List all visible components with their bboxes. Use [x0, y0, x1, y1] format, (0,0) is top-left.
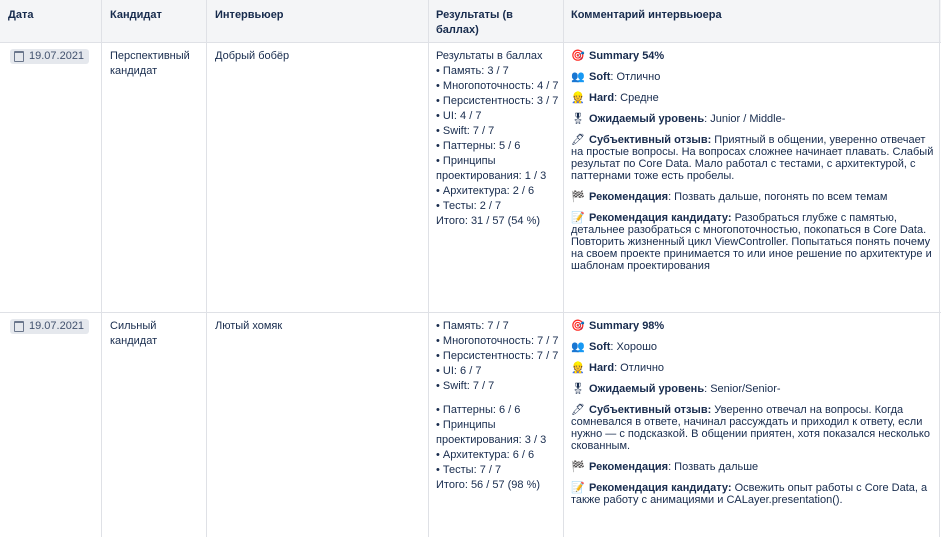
comment-title: Hard — [589, 92, 615, 104]
score-item: • Персистентность: 7 / 7 — [436, 349, 560, 364]
comment-item — [571, 361, 936, 374]
comment-title: Soft — [589, 341, 611, 353]
comment-item — [571, 319, 936, 332]
worker-icon: 👷 — [571, 92, 585, 104]
comment-item — [571, 49, 936, 62]
comment-text: Приятный в общении, уверенно отвечает на простые вопросы. На вопросах сложнее начинает плавать. Слабый результат по Core Data. Мало работал с тестами, с архитектурой, с паттернами тоже есть пробелы. — [571, 134, 934, 182]
score-item: • Тесты: 2 / 7 — [436, 199, 560, 214]
comment-title: Субъективный отзыв: — [589, 404, 712, 416]
score-item: • Принципы проектирования: 3 / 3 — [436, 418, 560, 448]
score-item: • Персистентность: 3 / 7 — [436, 94, 560, 109]
comment-title: Рекомендация — [589, 191, 669, 203]
results-cell — [436, 319, 560, 493]
comment-title: Summary 98% — [589, 320, 665, 332]
score-item: • Принципы проектирования: 1 / 3 — [436, 154, 560, 184]
comment-item — [571, 382, 936, 395]
score-list — [436, 403, 560, 478]
score-item: • UI: 6 / 7 — [436, 364, 560, 379]
header-date: Дата — [8, 9, 34, 21]
comment-item — [571, 91, 936, 104]
target-icon: 🎯 — [571, 320, 585, 332]
score-item: • Паттерны: 6 / 6 — [436, 403, 560, 418]
comment-title: Ожидаемый уровень — [589, 383, 705, 395]
pen-icon: 🖊 — [571, 404, 585, 416]
score-item: • Многопоточность: 7 / 7 — [436, 334, 560, 349]
comment-text: : Senior/Senior- — [704, 383, 781, 395]
memo-icon: 📝 — [571, 212, 585, 224]
results-total: Итого: 56 / 57 (98 %) — [436, 479, 541, 491]
flag-icon: 🏁 — [571, 191, 585, 203]
comment-text: : Отлично — [610, 71, 661, 83]
score-item: • Память: 3 / 7 — [436, 64, 560, 79]
comment-title: Рекомендация — [589, 461, 669, 473]
header-interviewer: Интервьюер — [215, 9, 284, 21]
comment-item — [571, 133, 936, 182]
score-item: • Память: 7 / 7 — [436, 319, 560, 334]
comment-text: : Junior / Middle- — [704, 113, 786, 125]
score-item: • Архитектура: 6 / 6 — [436, 448, 560, 463]
results-cell — [436, 49, 560, 229]
comment-title: Ожидаемый уровень — [589, 113, 705, 125]
pen-icon: 🖊 — [571, 134, 585, 146]
comment-item — [571, 340, 936, 353]
interviewer-name: Добрый бобёр — [215, 50, 290, 62]
comment-item — [571, 460, 936, 473]
score-item: • Swift: 7 / 7 — [436, 124, 560, 139]
score-item: • Swift: 7 / 7 — [436, 379, 560, 394]
medal-icon: 🎖 — [571, 113, 585, 125]
interviewer-comment — [571, 319, 936, 514]
results-total: Итого: 31 / 57 (54 %) — [436, 215, 541, 227]
header-comment: Комментарий интервьюера — [571, 9, 722, 21]
score-list — [436, 319, 560, 394]
target-icon: 🎯 — [571, 50, 585, 62]
calendar-icon — [14, 321, 24, 332]
comment-text: : Отлично — [614, 362, 665, 374]
score-item: • Паттерны: 5 / 6 — [436, 139, 560, 154]
comment-title: Hard — [589, 362, 615, 374]
flag-icon: 🏁 — [571, 461, 585, 473]
comment-item — [571, 190, 936, 203]
header-candidate: Кандидат — [110, 9, 162, 21]
comment-title: Субъективный отзыв: — [589, 134, 712, 146]
comment-text: : Средне — [614, 92, 659, 104]
candidate-name: Сильный кандидат — [110, 320, 158, 347]
score-item: • UI: 4 / 7 — [436, 109, 560, 124]
comment-text: : Позвать дальше, погонять по всем темам — [668, 191, 888, 203]
comment-text: : Позвать дальше — [668, 461, 759, 473]
comment-item — [571, 112, 936, 125]
comment-title: Summary 54% — [589, 50, 665, 62]
candidate-name: Перспективный кандидат — [110, 50, 190, 77]
calendar-icon — [14, 51, 24, 62]
date-badge[interactable] — [10, 319, 89, 334]
comment-title: Рекомендация кандидату: — [589, 482, 732, 494]
comment-item — [571, 211, 936, 272]
header-results: Результаты (в баллах) — [436, 9, 513, 36]
people-icon: 👥 — [571, 71, 585, 83]
comment-title: Soft — [589, 71, 611, 83]
comment-item — [571, 70, 936, 83]
score-item: • Тесты: 7 / 7 — [436, 463, 560, 478]
date-badge[interactable] — [10, 49, 89, 64]
date-text: 19.07.2021 — [29, 320, 85, 332]
comment-text: Уверенно отвечал на вопросы. Когда сомневался в ответе, начинал рассуждать и приходил к ответу, если нужно — с подсказкой. В общении приятен, хотя показался несколько скованным. — [571, 404, 930, 452]
comment-item — [571, 481, 936, 506]
date-text: 19.07.2021 — [29, 50, 85, 62]
results-header: Результаты в баллах — [436, 50, 543, 62]
interviewer-name: Лютый хомяк — [215, 320, 283, 332]
comment-text: Освежить опыт работы с Core Data, а также работу с анимациями и CALayer.presentation(). — [571, 482, 928, 506]
medal-icon: 🎖 — [571, 383, 585, 395]
score-item: • Многопоточность: 4 / 7 — [436, 79, 560, 94]
comment-text: Разобраться глубже с памятью, детальнее разобраться с многопоточностью, покопаться в Core Data. Повторить жизненный цикл ViewController. Попытаться понять почему на своем проекте принимается то или иное решение по архитектуре и шаблонам проектирования — [571, 212, 932, 272]
interviewer-comment — [571, 49, 936, 280]
people-icon: 👥 — [571, 341, 585, 353]
score-list — [436, 64, 560, 214]
comment-text: : Хорошо — [610, 341, 658, 353]
worker-icon: 👷 — [571, 362, 585, 374]
comment-item — [571, 403, 936, 452]
memo-icon: 📝 — [571, 482, 585, 494]
score-item: • Архитектура: 2 / 6 — [436, 184, 560, 199]
comment-title: Рекомендация кандидату: — [589, 212, 732, 224]
